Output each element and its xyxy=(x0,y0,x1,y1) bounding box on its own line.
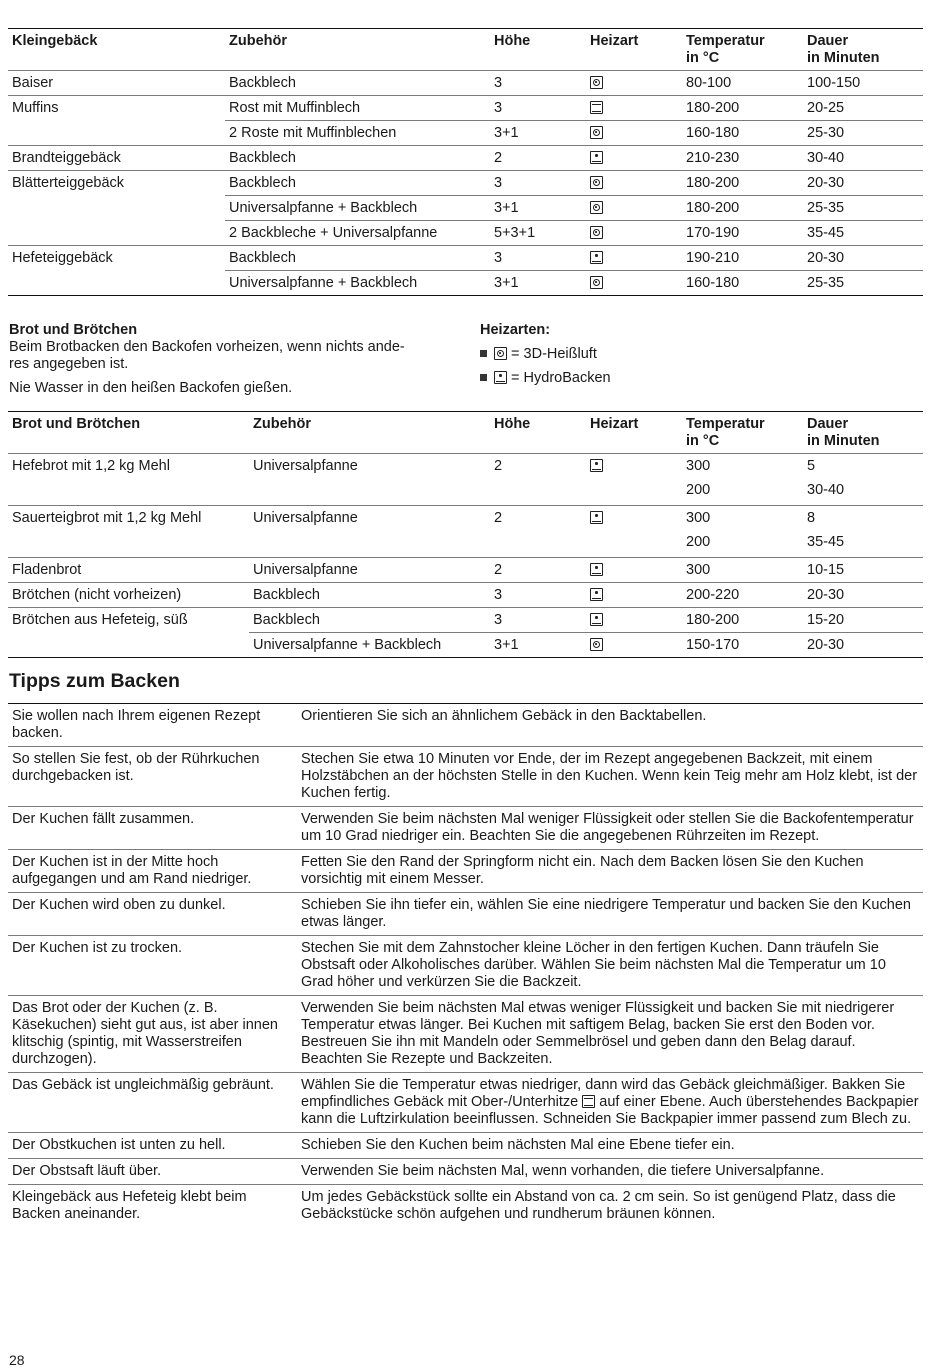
tip-problem: Das Brot oder der Kuchen (z. B. Käsekuchen) sieht gut aus, ist aber innen klitschig (spintig, mit Wasserstreifen durchzogen). xyxy=(12,1000,278,1067)
tip-solution: Stechen Sie etwa 10 Minuten vor Ende, der im Rezept angegebenen Backzeit, mit einem Holzstäbchen an der höchsten Stelle in den Kuchen. Wenn kein Teig mehr am Holz klebt, ist der Kuchen fertig. xyxy=(301,751,918,801)
tip-problem: Der Kuchen fällt zusammen. xyxy=(12,811,195,827)
page-number: 28 xyxy=(9,1352,25,1368)
tip-problem: Der Obstsaft läuft über. xyxy=(12,1163,162,1179)
header-level: Höhe xyxy=(494,33,531,49)
fan-icon xyxy=(590,276,603,289)
temperature: 180-200 xyxy=(686,612,740,628)
table-row xyxy=(8,1185,923,1228)
duration: 20-30 xyxy=(807,175,845,191)
header-temp: Temperatur in °C xyxy=(686,416,765,449)
item-name xyxy=(8,633,249,658)
tip-problem: Kleingebäck aus Hefeteig klebt beim Backen aneinander. xyxy=(12,1189,247,1222)
duration: 35-45 xyxy=(803,221,923,246)
temperature: 160-180 xyxy=(682,271,803,296)
temperature: 300 xyxy=(686,562,711,578)
bread-table xyxy=(8,411,923,658)
duration: 100-150 xyxy=(807,75,861,91)
table-row xyxy=(8,936,923,996)
duration: 20-30 xyxy=(807,587,845,603)
table-row xyxy=(8,1133,923,1159)
table-row xyxy=(8,96,923,121)
table-row xyxy=(8,454,923,506)
item-name: Hefebrot mit 1,2 kg Mehl xyxy=(12,458,170,474)
fan-icon xyxy=(590,76,603,89)
hydro-icon xyxy=(494,371,507,384)
duration: 15-20 xyxy=(807,612,845,628)
bullet xyxy=(480,374,487,381)
item-name xyxy=(8,196,225,221)
table-row xyxy=(8,747,923,807)
accessory: Universalpfanne + Backblech xyxy=(225,196,490,221)
accessory: Backblech xyxy=(229,175,296,191)
level: 3 xyxy=(494,250,503,266)
tip-solution: Orientieren Sie sich an ähnlichem Gebäck in den Backtabellen. xyxy=(301,708,707,724)
tip-problem: Der Kuchen wird oben zu dunkel. xyxy=(12,897,226,913)
tip-solution: Fetten Sie den Rand der Springform nicht ein. Nach dem Backen lösen Sie den Kuchen vorsichtig mit einem Messer. xyxy=(301,854,864,887)
header-mode: Heizart xyxy=(590,416,639,432)
item-name: Fladenbrot xyxy=(12,562,82,578)
table-row xyxy=(8,996,923,1073)
duration: 25-35 xyxy=(803,196,923,221)
temperature: 80-100 xyxy=(686,75,732,91)
table-row xyxy=(8,893,923,936)
tip-problem: Der Obstkuchen ist unten zu hell. xyxy=(12,1137,226,1153)
top-bottom-heat-icon xyxy=(590,101,603,114)
tip-problem: Das Gebäck ist ungleichmäßig gebräunt. xyxy=(12,1077,274,1093)
temperature: 300 200 xyxy=(686,458,711,498)
temperature: 180-200 xyxy=(686,175,740,191)
legend-heading: Heizarten: xyxy=(480,322,551,338)
bread-note-1: Beim Brotbacken den Backofen vorheizen, wenn nichts ande- res angegeben ist. xyxy=(9,339,405,372)
header-item: Kleingebäck xyxy=(12,33,98,49)
tip-problem: Sie wollen nach Ihrem eigenen Rezept backen. xyxy=(12,708,261,741)
item-name: Brötchen aus Hefeteig, süß xyxy=(12,612,188,628)
tip-solution: Stechen Sie mit dem Zahnstocher kleine Löcher in den fertigen Kuchen. Dann träufeln Sie Obstsaft oder Alkoholisches darüber. Wählen Sie beim nächsten Mal die Temperatur um 10 Grad höher und verkürzen Sie die Backzeit. xyxy=(301,940,886,990)
accessory: Universalpfanne + Backblech xyxy=(249,633,490,658)
table-row xyxy=(8,196,923,221)
duration: 8 35-45 xyxy=(807,510,845,550)
hydro-icon xyxy=(590,151,603,164)
item-name: Brandteiggebäck xyxy=(12,150,121,166)
table-row xyxy=(8,558,923,583)
bread-heading: Brot und Brötchen xyxy=(9,322,138,338)
header-temp: Temperatur in °C xyxy=(686,33,765,66)
accessory: Backblech xyxy=(253,587,320,603)
hydro-icon xyxy=(590,613,603,626)
temperature: 300 200 xyxy=(686,510,711,550)
bread-note-2: Nie Wasser in den heißen Backofen gießen. xyxy=(9,380,293,396)
table-row xyxy=(8,633,923,658)
tip-solution: Wählen Sie die Temperatur etwas niedriger, dann wird das Gebäck gleichmäßiger. Bakken Sie empfindliches Gebäck mit Ober-/Unterhitze auf einer Ebene. Auch überstehendes Backpapier kann die Luftzirkulation beeinflussen. Schneiden Sie Backpapier immer passend zum Blech zu. xyxy=(301,1077,919,1127)
level: 3+1 xyxy=(490,271,586,296)
header-accessory: Zubehör xyxy=(229,33,287,49)
tip-problem: Der Kuchen ist zu trocken. xyxy=(12,940,183,956)
pastry-table xyxy=(8,28,923,296)
temperature: 190-210 xyxy=(686,250,740,266)
table-row xyxy=(8,704,923,747)
level: 2 xyxy=(494,458,503,474)
item-name xyxy=(8,121,225,146)
accessory: Universalpfanne xyxy=(253,510,358,526)
tip-problem: Der Kuchen ist in der Mitte hoch aufgegangen und am Rand niedriger. xyxy=(12,854,252,887)
temperature: 150-170 xyxy=(682,633,803,658)
item-name xyxy=(8,221,225,246)
item-name: Hefeteiggebäck xyxy=(12,250,113,266)
header-level: Höhe xyxy=(494,416,531,432)
fan-icon xyxy=(590,176,603,189)
table-header xyxy=(8,29,923,71)
item-name: Muffins xyxy=(12,100,59,116)
tip-solution: Verwenden Sie beim nächsten Mal weniger Flüssigkeit oder stellen Sie die Backofentemperatur um 10 Grad niedriger ein. Beachten Sie die angegebenen Rührzeiten im Rezept. xyxy=(301,811,914,844)
accessory: Backblech xyxy=(229,250,296,266)
level: 3+1 xyxy=(490,121,586,146)
accessory: Backblech xyxy=(229,150,296,166)
hydro-icon xyxy=(590,511,603,524)
level: 2 xyxy=(494,562,503,578)
legend-item-hydro: = HydroBacken xyxy=(480,370,611,387)
table-row xyxy=(8,246,923,271)
table-header xyxy=(8,412,923,454)
fan-icon xyxy=(590,638,603,651)
table-row xyxy=(8,271,923,296)
duration: 10-15 xyxy=(807,562,845,578)
item-name: Blätterteiggebäck xyxy=(12,175,125,191)
tips-title: Tipps zum Backen xyxy=(9,670,180,692)
level: 3 xyxy=(494,175,503,191)
item-name: Sauerteigbrot mit 1,2 kg Mehl xyxy=(12,510,202,526)
fan-icon xyxy=(590,126,603,139)
tip-solution: Schieben Sie ihn tiefer ein, wählen Sie eine niedrigere Temperatur und backen Sie den Kuchen etwas länger. xyxy=(301,897,911,930)
temperature: 180-200 xyxy=(686,100,740,116)
bullet xyxy=(480,350,487,357)
accessory: Rost mit Muffinblech xyxy=(229,100,361,116)
accessory: 2 Backbleche + Universalpfanne xyxy=(225,221,490,246)
legend-item-fan: = 3D-Heißluft xyxy=(480,346,597,363)
tip-solution: Um jedes Gebäckstück sollte ein Abstand von ca. 2 cm sein. So ist genügend Platz, dass die Gebäckstücke schön aufgehen und rundherum bräunen können. xyxy=(301,1189,896,1222)
table-row xyxy=(8,146,923,171)
item-name xyxy=(8,271,225,296)
level: 3+1 xyxy=(490,196,586,221)
tip-solution: Verwenden Sie beim nächsten Mal, wenn vorhanden, die tiefere Universalpfanne. xyxy=(301,1163,825,1179)
header-duration: Dauer in Minuten xyxy=(807,33,880,66)
header-accessory: Zubehör xyxy=(253,416,311,432)
tip-solution: Schieben Sie den Kuchen beim nächsten Mal eine Ebene tiefer ein. xyxy=(301,1137,735,1153)
level: 5+3+1 xyxy=(490,221,586,246)
duration: 25-35 xyxy=(803,271,923,296)
duration: 25-30 xyxy=(803,121,923,146)
temperature: 180-200 xyxy=(682,196,803,221)
item-name: Baiser xyxy=(12,75,54,91)
temperature: 160-180 xyxy=(682,121,803,146)
accessory: Universalpfanne + Backblech xyxy=(225,271,490,296)
hydro-icon xyxy=(590,459,603,472)
table-row xyxy=(8,1159,923,1185)
table-row xyxy=(8,583,923,608)
accessory: Backblech xyxy=(229,75,296,91)
level: 3 xyxy=(494,100,503,116)
table-row xyxy=(8,171,923,196)
level: 3+1 xyxy=(490,633,586,658)
tip-solution: Verwenden Sie beim nächsten Mal etwas weniger Flüssigkeit und backen Sie mit niedrigerer Temperatur etwas länger. Bei Kuchen mit saftigem Belag, backen Sie erst den Boden vor. Bestreuen Sie ihn mit Mandeln oder Semmelbrösel und geben dann den Belag darauf. Beachten Sie Rezepte und Backzeiten. xyxy=(301,1000,895,1067)
level: 3 xyxy=(494,587,503,603)
hydro-icon xyxy=(590,251,603,264)
duration: 20-30 xyxy=(803,633,923,658)
tip-problem: So stellen Sie fest, ob der Rührkuchen durchgebacken ist. xyxy=(12,751,260,784)
table-row xyxy=(8,121,923,146)
level: 3 xyxy=(494,75,503,91)
temperature: 210-230 xyxy=(686,150,740,166)
header-item: Brot und Brötchen xyxy=(12,416,141,432)
duration: 30-40 xyxy=(807,150,845,166)
duration: 5 30-40 xyxy=(807,458,845,498)
temperature: 200-220 xyxy=(686,587,740,603)
fan-icon xyxy=(590,226,603,239)
table-row xyxy=(8,71,923,96)
temperature: 170-190 xyxy=(682,221,803,246)
item-name: Brötchen (nicht vorheizen) xyxy=(12,587,182,603)
table-row xyxy=(8,850,923,893)
fan-icon xyxy=(590,201,603,214)
table-row xyxy=(8,807,923,850)
level: 2 xyxy=(494,510,503,526)
accessory: Universalpfanne xyxy=(253,458,358,474)
hydro-icon xyxy=(590,588,603,601)
accessory: Universalpfanne xyxy=(253,562,358,578)
fan-icon xyxy=(494,347,507,360)
table-row xyxy=(8,221,923,246)
table-row xyxy=(8,608,923,633)
header-duration: Dauer in Minuten xyxy=(807,416,880,449)
header-mode: Heizart xyxy=(590,33,639,49)
table-row xyxy=(8,506,923,558)
hydro-icon xyxy=(590,563,603,576)
accessory: Backblech xyxy=(253,612,320,628)
duration: 20-25 xyxy=(807,100,845,116)
tips-table xyxy=(8,703,923,1227)
duration: 20-30 xyxy=(807,250,845,266)
table-row xyxy=(8,1073,923,1133)
level: 3 xyxy=(494,612,503,628)
top-bottom-heat-icon xyxy=(582,1095,595,1108)
level: 2 xyxy=(494,150,503,166)
accessory: 2 Roste mit Muffinblechen xyxy=(225,121,490,146)
